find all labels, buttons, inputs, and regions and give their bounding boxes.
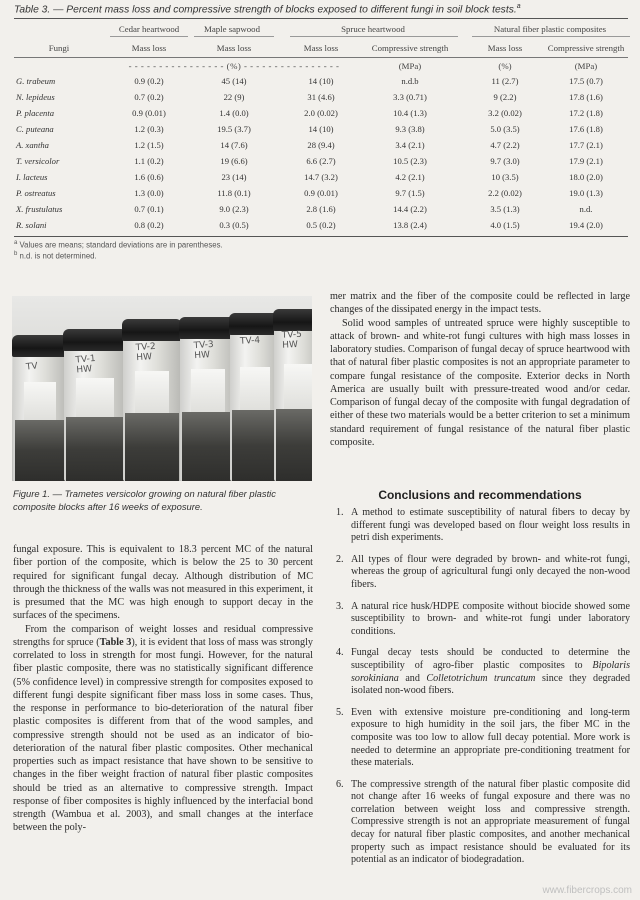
table-row bbox=[0, 140, 640, 156]
table-cell: 0.9 (0.2) bbox=[134, 76, 164, 86]
table-cell: 17.7 (2.1) bbox=[569, 140, 603, 150]
table-cell: 3.5 (1.3) bbox=[490, 204, 520, 214]
table-cell: 1.3 (0.0) bbox=[134, 188, 164, 198]
table-cell: 17.8 (1.6) bbox=[569, 92, 603, 102]
span-line bbox=[290, 36, 458, 37]
table-cell: 3.2 (0.02) bbox=[488, 108, 522, 118]
col-header-maple-mass-loss: Mass loss bbox=[216, 43, 252, 53]
table-cell: 11.8 (0.1) bbox=[217, 188, 251, 198]
table-cell: 9.0 (2.3) bbox=[219, 204, 249, 214]
conclusion-item: 2. All types of flour were degraded by brown- and white-rot fungi, whereas the group of agricultural fungi only decayed the non-wood fibers. bbox=[336, 553, 630, 590]
col-header-fungi: Fungi bbox=[48, 43, 70, 53]
table-cell: 9 (2.2) bbox=[493, 92, 517, 102]
table-title: Table 3. — Percent mass loss and compressive strength of blocks exposed to different fungi in soil block tests.$^a$ bbox=[14, 3, 521, 16]
table-cell: 22 (9) bbox=[223, 92, 245, 102]
paragraph: From the comparison of weight losses and residual compressive strengths for spruce (Table 3), it is evident that loss of mass was strongly correlated to loss in strength for most fungi. However, for the natural fiber plastic composite, there was no statistically significant difference (5% confidence level) in compressive strength for composites exposed to different fungi despite significant fiber mass loss in some cases. Thus, the response in performance to bio-deterioration of the natural fiber plastic composites is different from that of the wood samples, and compressive strength should not be used as an indicator of bio-deterioration of the natural fiber plastic composites. Other mechanical properties such as impact resistance that have shown to be sensitive to changes in the fiber weight fraction of natural fiber plastic composites should be tried as an alternative to compressive strength. Impact response of fiber composites is highly influenced by the interfacial bond strength (Wambua et al. 2003), and small changes at the interface between the poly- bbox=[13, 623, 313, 834]
table-cell: 11 (2.7) bbox=[491, 76, 519, 86]
table-cell: 0.7 (0.2) bbox=[134, 92, 164, 102]
table-cell: 9.7 (1.5) bbox=[395, 188, 425, 198]
fungus-name: P. placenta bbox=[16, 108, 55, 118]
fungus-name: N. lepideus bbox=[16, 92, 55, 102]
table-row bbox=[0, 172, 640, 188]
table-row bbox=[0, 92, 640, 108]
group-header-spruce: Spruce heartwood bbox=[341, 24, 405, 34]
col-header-cedar-mass-loss: Mass loss bbox=[131, 43, 167, 53]
table-cell: 2.2 (0.02) bbox=[488, 188, 522, 198]
table-cell: 0.3 (0.5) bbox=[219, 220, 249, 230]
fungus-name: X. frustulatus bbox=[16, 204, 63, 214]
left-column bbox=[13, 543, 313, 835]
fungus-name: I. lacteus bbox=[16, 172, 48, 182]
jar-label-handwritten: TV-3 HW bbox=[193, 339, 215, 362]
col-header-spruce-mass-loss: Mass loss bbox=[303, 43, 339, 53]
section-heading: Conclusions and recommendations bbox=[378, 488, 582, 502]
table-cell: 1.6 (0.6) bbox=[134, 172, 164, 182]
right-column bbox=[330, 290, 630, 449]
table-cell: 1.2 (1.5) bbox=[134, 140, 164, 150]
table-cell: 19.4 (2.0) bbox=[569, 220, 603, 230]
table-cell: n.d.b bbox=[401, 76, 419, 86]
fungus-name: G. trabeum bbox=[16, 76, 56, 86]
table-cell: 14.4 (2.2) bbox=[393, 204, 427, 214]
fungus-name: R. solani bbox=[16, 220, 47, 230]
soil-jar bbox=[64, 329, 126, 481]
col-header-spruce-compressive: Compressive strength bbox=[371, 43, 449, 53]
conclusion-item: 4. Fungal decay tests should be conducted to determine the susceptibility of agro-fiber plastic composites to Bipolaris sorokiniana and Colletotrichum truncatum since they degraded isolated non-wood fibers. bbox=[336, 647, 631, 697]
table-cell: 18.0 (2.0) bbox=[569, 172, 603, 182]
footnote-a: $^a$ Values are means; standard deviations are in parentheses. bbox=[14, 240, 223, 250]
table-cell: 0.5 (0.2) bbox=[306, 220, 336, 230]
table-cell: 1.2 (0.3) bbox=[134, 124, 164, 134]
units-percent: - - - - - - - - - - - - - - - - (%) - - - - - - - - - - - - - - - - bbox=[128, 61, 340, 71]
table-cell: 19.0 (1.3) bbox=[569, 188, 603, 198]
table-cell: 5.0 (3.5) bbox=[490, 124, 520, 134]
figure-caption: Figure 1. — Trametes versicolor growing on natural fiber plastic composite blocks after 16 weeks of exposure. bbox=[13, 488, 276, 512]
col-header-nfpc-compressive: Compressive strength bbox=[547, 43, 625, 53]
units-percent-nfpc: (%) bbox=[498, 61, 512, 71]
table-cell: 4.0 (1.5) bbox=[490, 220, 520, 230]
table-cell: 0.7 (0.1) bbox=[134, 204, 164, 214]
table-cell: 10.4 (1.3) bbox=[393, 108, 427, 118]
table-cell: 10 (3.5) bbox=[491, 172, 519, 182]
span-line bbox=[194, 36, 274, 37]
conclusion-item: 6. The compressive strength of the natural fiber plastic composite did not change after 16 weeks of fungal exposure and there was no correlation between weight loss and compressive strength. Compressive strength is not an appropriate measurement of fungal decay for natural fiber plastic composites, and another mechanical property such as impact resistance should be evaluated for its potential as an indicator of biodegradation. bbox=[336, 778, 630, 866]
paragraph: mer matrix and the fiber of the composite could be reflected in large changes of the dissipated energy in the impact tests. bbox=[330, 291, 630, 316]
table-cell: 45 (14) bbox=[221, 76, 247, 86]
table-row bbox=[0, 220, 640, 236]
table-row bbox=[0, 188, 640, 204]
table-cell: 14 (7.6) bbox=[220, 140, 248, 150]
jar-label-handwritten: TV-4 bbox=[239, 335, 261, 347]
table-cell: 3.4 (2.1) bbox=[395, 140, 425, 150]
table-bottom-rule bbox=[14, 236, 628, 237]
paragraph: Solid wood samples of untreated spruce were highly susceptible to attack of brown- and white-rot fungi cultures with high mass losses in laboratory studies. Comparison of fungal decay of spruce heartwood with that of natural fiber plastic composites is not an appropriate parameter to compare fungal resistance of the composite. Exterior decks in North America are usually built with pressure-treated wood and/or cedar. Comparison of fungal decay of the composite with fungal degradation of either of these two materials would be a better criterion to set a minimum standard requirement of fungal resistance of the natural fiber plastic composite. bbox=[330, 317, 630, 448]
table-cell: 3.3 (0.71) bbox=[393, 92, 427, 102]
table-row bbox=[0, 124, 640, 140]
paragraph: fungal exposure. This is equivalent to 18.3 percent MC of the natural fiber portion of the composite, which is below the 25 to 30 percent required for significant fungal decay. Although distribution of MC through the thickness of the walls was not measured in this experiment, it is presumed that the MC was high enough to support decay in the surfaces of the specimens. bbox=[13, 544, 313, 622]
table-cell: 17.6 (1.8) bbox=[569, 124, 603, 134]
conclusion-item: 3. A natural rice husk/HDPE composite without biocide showed some susceptibility to brown- and white-rot fungi under laboratory conditions. bbox=[336, 600, 630, 637]
conclusion-item: 5. Even with extensive moisture pre-conditioning and long-term exposure to high humidity in the soil jars, the fiber MC in the composite was too low to allow full decay potential. More work is needed to determine an appropriate pre-conditioning treatment for these materials. bbox=[336, 706, 630, 769]
fungus-name: P. ostreatus bbox=[16, 188, 56, 198]
table-cell: 14 (10) bbox=[308, 124, 334, 134]
conclusion-item: 1. A method to estimate susceptibility of natural fibers to decay by different fungi was developed based on flour weight loss results in petri dish experiments. bbox=[336, 507, 630, 544]
group-header-nfpc: Natural fiber plastic composites bbox=[493, 24, 607, 34]
table-cell: 10.5 (2.3) bbox=[393, 156, 427, 166]
table-cell: 6.6 (2.7) bbox=[306, 156, 336, 166]
group-header-cedar: Cedar heartwood bbox=[118, 24, 180, 34]
table-cell: 9.7 (3.0) bbox=[490, 156, 520, 166]
table-cell: 17.9 (2.1) bbox=[569, 156, 603, 166]
table-cell: 9.3 (3.8) bbox=[395, 124, 425, 134]
table-cell: 19 (6.6) bbox=[220, 156, 248, 166]
table-cell: 0.8 (0.2) bbox=[134, 220, 164, 230]
header-rule bbox=[14, 57, 628, 58]
fungus-name: C. puteana bbox=[16, 124, 54, 134]
table-cell: 14.7 (3.2) bbox=[304, 172, 338, 182]
units-mpa-spruce: (MPa) bbox=[398, 61, 422, 71]
table-row bbox=[0, 108, 640, 124]
table-cell: 19.5 (3.7) bbox=[217, 124, 251, 134]
jar-label-handwritten: TV-5 HW bbox=[281, 329, 303, 351]
jar-label-handwritten: TV-2 HW bbox=[135, 341, 157, 364]
table-cell: 17.5 (0.7) bbox=[569, 76, 603, 86]
figure-photo bbox=[12, 296, 312, 481]
table-cell: 0.9 (0.01) bbox=[132, 108, 166, 118]
conclusions-list bbox=[330, 507, 630, 876]
fungus-name: T. versicolor bbox=[16, 156, 60, 166]
table-cell: 2.8 (1.6) bbox=[306, 204, 336, 214]
watermark: www.fibercrops.com bbox=[542, 885, 632, 896]
table-top-rule bbox=[14, 18, 628, 19]
table-reference: Table 3 bbox=[99, 636, 132, 648]
span-line bbox=[472, 36, 630, 37]
group-header-maple: Maple sapwood bbox=[204, 24, 260, 34]
table-cell: 31 (4.6) bbox=[307, 92, 335, 102]
table-cell: 1.4 (0.0) bbox=[219, 108, 249, 118]
table-cell: 17.2 (1.8) bbox=[569, 108, 603, 118]
table-cell: 4.2 (2.1) bbox=[395, 172, 425, 182]
units-mpa-nfpc: (MPa) bbox=[574, 61, 598, 71]
jar-label-handwritten: TV bbox=[25, 361, 39, 373]
col-header-nfpc-mass-loss: Mass loss bbox=[487, 43, 523, 53]
span-line bbox=[110, 36, 188, 37]
table-cell: 4.7 (2.2) bbox=[490, 140, 520, 150]
table-cell: 23 (14) bbox=[221, 172, 247, 182]
table-cell: 13.8 (2.4) bbox=[393, 220, 427, 230]
table-row bbox=[0, 204, 640, 220]
table-cell: 14 (10) bbox=[308, 76, 334, 86]
table-cell: n.d. bbox=[579, 204, 593, 214]
table-row bbox=[0, 156, 640, 172]
fungus-name: A. xantha bbox=[16, 140, 49, 150]
soil-jar bbox=[13, 335, 67, 481]
table-cell: 2.0 (0.02) bbox=[304, 108, 338, 118]
table-row bbox=[0, 76, 640, 92]
table-cell: 0.9 (0.01) bbox=[304, 188, 338, 198]
table-cell: 28 (9.4) bbox=[307, 140, 335, 150]
table-cell: 1.1 (0.2) bbox=[134, 156, 164, 166]
jar-label-handwritten: TV-1 HW bbox=[75, 353, 97, 376]
footnote-b: $^b$ n.d. is not determined. bbox=[14, 251, 97, 261]
